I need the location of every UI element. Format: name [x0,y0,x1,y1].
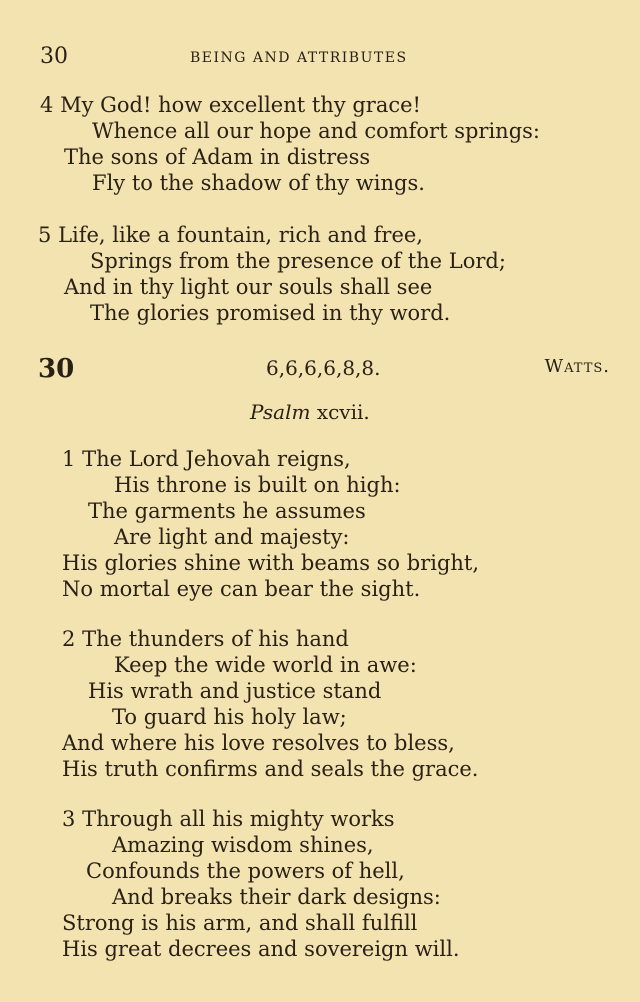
stanza-line: Amazing wisdom shines, [112,833,374,857]
stanza-line: His throne is built on high: [114,473,401,497]
stanza-line: 1 The Lord Jehovah reigns, [62,447,351,471]
stanza-line: The glories promised in thy word. [90,301,451,325]
running-head: BEING AND ATTRIBUTES [190,50,408,66]
hymn-heading [38,354,610,384]
stanza-line: And where his love resolves to bless, [62,731,455,755]
stanza-line: His glories shine with beams so bright, [62,551,480,575]
stanza-line: No mortal eye can bear the sight. [62,577,421,601]
stanza-line: And breaks their dark designs: [112,885,441,909]
hymn-meter: 6,6,6,6,8,8. [266,356,381,380]
page-header [40,44,600,74]
stanza-line: Springs from the presence of the Lord; [90,249,506,273]
stanza-line: 5 Life, like a fountain, rich and free, [38,223,423,247]
stanza-line: Keep the wide world in awe: [114,653,417,677]
stanza-number: 5 [38,223,52,247]
stanza-line: 3 Through all his mighty works [62,807,395,831]
stanza-line: Whence all our hope and comfort springs: [92,119,540,143]
stanza-line: His wrath and justice stand [88,679,382,703]
stanza-number: 2 [62,627,76,651]
stanza-line: His truth confirms and seals the grace. [62,757,479,781]
stanza-number: 1 [62,447,76,471]
stanza-line: Are light and majesty: [114,525,350,549]
stanza-number: 3 [62,807,76,831]
stanza-line: Fly to the shadow of thy wings. [92,171,425,195]
stanza-line: The garments he assumes [88,499,366,523]
hymn-author: Watts. [544,356,610,377]
stanza-line: To guard his holy law; [112,705,347,729]
stanza-number: 4 [40,93,54,117]
stanza-line: 2 The thunders of his hand [62,627,349,651]
stanza-line: Confounds the powers of hell, [86,859,405,883]
stanza-line: Strong is his arm, and shall fulfill [62,911,418,935]
page-number: 30 [40,44,68,69]
stanza-line: 4 My God! how excellent thy grace! [40,93,421,117]
stanza-line: The sons of Adam in distress [64,145,371,169]
stanza-line: His great decrees and sovereign will. [62,937,460,961]
stanza-line: And in thy light our souls shall see [64,275,433,299]
psalm-title: Psalm xcvii. [250,400,370,424]
hymn-number: 30 [38,354,75,384]
